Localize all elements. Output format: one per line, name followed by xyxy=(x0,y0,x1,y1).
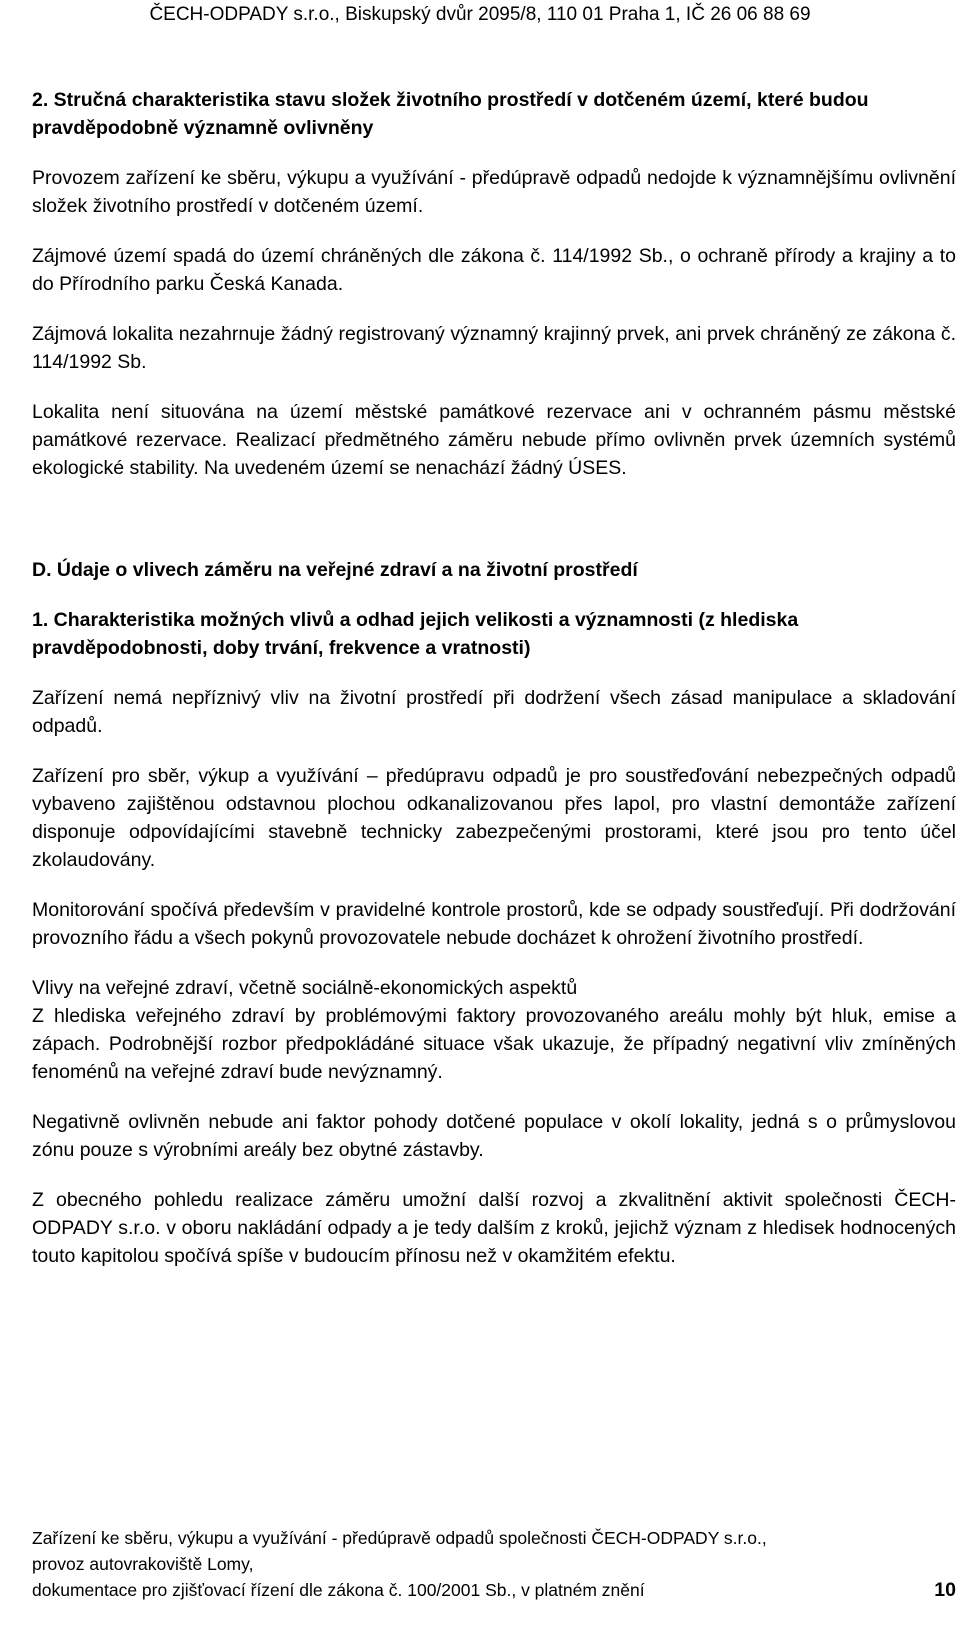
paragraph: Zařízení nemá nepříznivý vliv na životní prostředí při dodržení všech zásad manipulace a skladování odpadů. xyxy=(32,687,956,737)
footer-line-3: dokumentace pro zjišťovací řízení dle zákona č. 100/2001 Sb., v platném znění xyxy=(32,1580,645,1600)
paragraph: Lokalita není situována na území městské památkové rezervace ani v ochranném pásmu městské památkové rezervace. Realizací předmětného záměru nebude přímo ovlivněn prvek územních systémů ekologické stability. Na uvedeném území se nenachází žádný ÚSES. xyxy=(32,401,956,479)
page-footer xyxy=(32,1525,956,1603)
paragraph: Zařízení pro sběr, výkup a využívání – předúpravu odpadů je pro soustřeďování nebezpečných odpadů vybaveno zajištěnou odstavnou plochou odkanalizovanou přes lapol, pro vlastní demontáže zařízení disponuje odpovídajícími stavebně technicky zabezpečenými prostorami, které jsou pro tento účel zkolaudovány. xyxy=(32,765,956,871)
paragraph: Zájmové území spadá do území chráněných dle zákona č. 114/1992 Sb., o ochraně přírody a krajiny a to do Přírodního parku Česká Kanada. xyxy=(32,245,956,295)
paragraph: Monitorování spočívá především v pravidelné kontrole prostorů, kde se odpady soustřeďují. Při dodržování provozního řádu a všech pokynů provozovatele nebude docházet k ohrožení životního prostředí. xyxy=(32,899,956,949)
paragraph: Z hlediska veřejného zdraví by problémovými faktory provozovaného areálu mohly být hluk, emise a zápach. Podrobnější rozbor předpokládáné situace však ukazuje, že případný negativní vliv zmíněných fenoménů na veřejné zdraví bude nevýznamný. xyxy=(32,1005,956,1083)
page-number: 10 xyxy=(934,1579,956,1601)
section-d-heading: D. Údaje o vlivech záměru na veřejné zdraví a na životní prostředí xyxy=(32,559,638,581)
paragraph: Z obecného pohledu realizace záměru umožní další rozvoj a zkvalitnění aktivit společnosti ČECH-ODPADY s.r.o. v oboru nakládání odpady a je tedy dalším z kroků, jejichž význam z hledisek hodnocených touto kapitolou spočívá spíše v budoucím přínosu než v okamžitém efektu. xyxy=(32,1189,956,1267)
section-2-heading: 2. Stručná charakteristika stavu složek životního prostředí v dotčeném území, které budou pravděpodobně významně ovlivněny xyxy=(32,89,869,139)
paragraph: Negativně ovlivněn nebude ani faktor pohody dotčené populace v okolí lokality, jedná s o průmyslovou zónu pouze s výrobními areály bez obytné zástavby. xyxy=(32,1111,956,1161)
paragraph: Provozem zařízení ke sběru, výkupu a využívání - předúpravě odpadů nedojde k významnějšímu ovlivnění složek životního prostředí v dotčeném území. xyxy=(32,167,956,217)
footer-line-1: Zařízení ke sběru, výkupu a využívání - předúpravě odpadů společnosti ČECH-ODPADY s.r.o., xyxy=(32,1528,767,1548)
page-header: ČECH-ODPADY s.r.o., Biskupský dvůr 2095/8, 110 01 Praha 1, IČ 26 06 88 69 xyxy=(149,4,811,25)
health-section-title: Vlivy na veřejné zdraví, včetně sociálně-ekonomických aspektů xyxy=(32,977,578,999)
footer-line-3-row xyxy=(32,1577,956,1603)
spacer xyxy=(32,504,956,556)
footer-line-2: provoz autovrakoviště Lomy, xyxy=(32,1554,254,1574)
page-content xyxy=(32,86,956,1292)
section-d1-subheading: 1. Charakteristika možných vlivů a odhad jejich velikosti a významnosti (z hlediska pravděpodobnosti, doby trvání, frekvence a vratnosti) xyxy=(32,609,799,659)
paragraph: Zájmová lokalita nezahrnuje žádný registrovaný významný krajinný prvek, ani prvek chráněný ze zákona č. 114/1992 Sb. xyxy=(32,323,956,373)
